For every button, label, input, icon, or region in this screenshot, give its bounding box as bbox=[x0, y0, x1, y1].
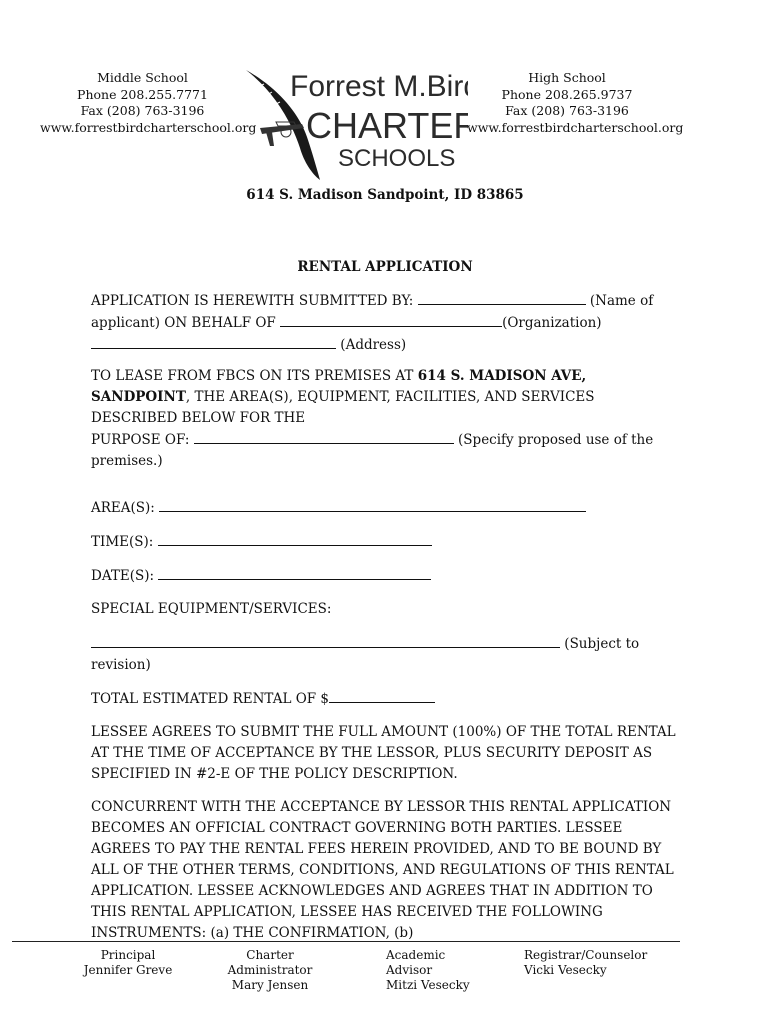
total-line bbox=[91, 688, 681, 710]
name-of-label: (Name of bbox=[589, 293, 654, 309]
areas-field[interactable] bbox=[159, 497, 586, 512]
revision-label: revision) bbox=[91, 657, 151, 673]
middle-school-title: Middle School bbox=[97, 70, 188, 85]
middle-school-fax: Fax (208) 763-3196 bbox=[80, 103, 205, 118]
times-field[interactable] bbox=[158, 531, 432, 546]
equipment-field[interactable] bbox=[91, 633, 560, 648]
registrar-name: Vicki Vesecky bbox=[524, 963, 607, 977]
quill-logo-icon bbox=[242, 62, 468, 184]
school-logo bbox=[242, 62, 468, 184]
premises-label: premises.) bbox=[91, 453, 163, 469]
lease-paragraph bbox=[91, 366, 681, 472]
administrator-name: Mary Jensen bbox=[231, 978, 309, 992]
logo-line-1: Forrest M.Bird bbox=[290, 70, 468, 103]
footer-principal bbox=[82, 948, 174, 978]
applicant-name-field[interactable] bbox=[418, 290, 586, 305]
lease-section bbox=[91, 366, 681, 472]
equipment-heading: SPECIAL EQUIPMENT/SERVICES: bbox=[91, 601, 332, 617]
administrator-title: Charter Administrator bbox=[227, 948, 313, 977]
subject-to-label: (Subject to bbox=[564, 636, 640, 652]
total-amount-field[interactable] bbox=[329, 688, 435, 703]
lessee-paragraph: LESSEE AGREES TO SUBMIT THE FULL AMOUNT (100%) OF THE TOTAL RENTAL AT THE TIME OF ACCEPTANCE BY THE LESSOR, PLUS SECURITY DEPOSIT AS SPECIFIED IN #2-E OF THE POLICY DESCRIPTION. bbox=[91, 724, 676, 782]
lease-text-continued: , THE AREA(S), EQUIPMENT, FACILITIES, AND SERVICES DESCRIBED BELOW FOR THE bbox=[91, 389, 595, 426]
on-behalf-label: applicant) ON BEHALF OF bbox=[91, 315, 276, 331]
registrar-title: Registrar/Counselor bbox=[524, 948, 648, 962]
applicant-section bbox=[91, 290, 681, 356]
submitted-by-line bbox=[91, 290, 681, 312]
logo-line-2: CHARTER bbox=[306, 105, 468, 146]
principal-title: Principal bbox=[100, 948, 156, 962]
lease-address: 614 S. MADISON AVE, SANDPOINT bbox=[91, 368, 587, 405]
middle-school-contact bbox=[40, 70, 257, 136]
on-behalf-line bbox=[91, 312, 681, 334]
advisor-title: Academic Advisor bbox=[386, 948, 446, 977]
advisor-name: Mitzi Vesecky bbox=[386, 978, 470, 992]
footer-administrator bbox=[202, 948, 338, 993]
dates-field[interactable] bbox=[158, 565, 431, 580]
address-field[interactable] bbox=[91, 334, 336, 349]
address-line bbox=[91, 334, 681, 356]
organization-label: (Organization) bbox=[502, 315, 602, 331]
high-school-fax: Fax (208) 763-3196 bbox=[505, 103, 629, 118]
lease-text: TO LEASE FROM FBCS ON ITS PREMISES AT bbox=[91, 368, 418, 384]
high-school-phone: Phone 208.265.9737 bbox=[501, 86, 633, 102]
high-school-website: www.forrestbirdcharterschool.org bbox=[467, 119, 684, 135]
high-school-title: High School bbox=[528, 70, 606, 85]
high-school-contact bbox=[467, 70, 684, 136]
purpose-label: PURPOSE OF: bbox=[91, 432, 190, 448]
footer-divider bbox=[12, 941, 680, 942]
footer-advisor bbox=[386, 948, 494, 993]
principal-name: Jennifer Greve bbox=[83, 963, 173, 977]
organization-field[interactable] bbox=[280, 312, 502, 327]
equipment-section bbox=[91, 633, 681, 676]
purpose-hint: (Specify proposed use of the bbox=[458, 432, 654, 448]
school-address: 614 S. Madison Sandpoint, ID 83865 bbox=[246, 187, 524, 203]
dates-line bbox=[91, 565, 681, 587]
equipment-line bbox=[91, 633, 681, 655]
logo-line-3: SCHOOLS bbox=[338, 145, 456, 172]
page-title: RENTAL APPLICATION bbox=[297, 259, 473, 275]
address-label: (Address) bbox=[340, 337, 407, 353]
purpose-field[interactable] bbox=[194, 429, 454, 444]
areas-label: AREA(S): bbox=[91, 500, 155, 516]
dates-label: DATE(S): bbox=[91, 568, 155, 584]
middle-school-phone: Phone 208.255.7771 bbox=[77, 86, 208, 102]
footer-registrar bbox=[524, 948, 648, 978]
total-label: TOTAL ESTIMATED RENTAL OF $ bbox=[91, 691, 330, 707]
concurrent-paragraph: CONCURRENT WITH THE ACCEPTANCE BY LESSOR THIS RENTAL APPLICATION BECOMES AN OFFICIAL CONTRACT GOVERNING BOTH PARTIES. LESSEE AGREES TO PAY THE RENTAL FEES HEREIN PROVIDED, AND TO BE BOUND BY ALL OF THE OTHER TERMS, CONDITIONS, AND REGULATIONS OF THIS RENTAL APPLICATION. LESSEE ACKNOWLEDGES AND AGREES THAT IN ADDITION TO THIS RENTAL APPLICATION, LESSEE HAS RECEIVED THE FOLLOWING INSTRUMENTS: (a) THE CONFIRMATION, (b) bbox=[91, 799, 674, 941]
times-line bbox=[91, 531, 681, 553]
submitted-by-label: APPLICATION IS HEREWITH SUBMITTED BY: bbox=[91, 293, 414, 309]
times-label: TIME(S): bbox=[91, 534, 154, 550]
middle-school-website: www.forrestbirdcharterschool.org bbox=[40, 119, 257, 135]
areas-line bbox=[91, 497, 681, 519]
